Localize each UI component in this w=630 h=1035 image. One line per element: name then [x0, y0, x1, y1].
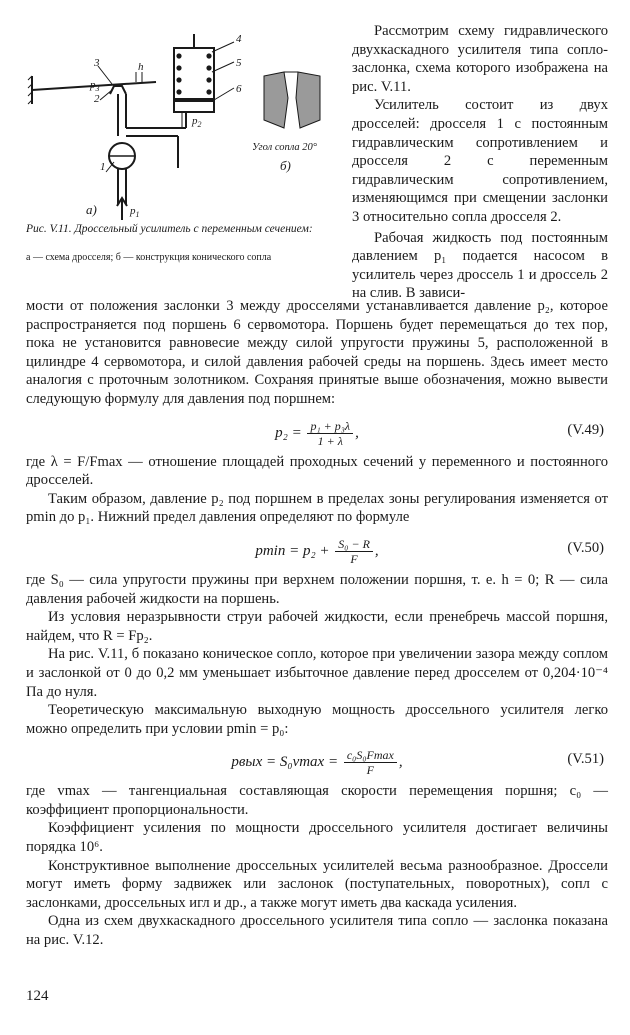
paragraph-intro: Рассмотрим схему гидравлического двухкаскадного усилителя типа сопло-заслонка, схема которого изображена на рис. V.11. — [352, 23, 608, 95]
label-6: 6 — [236, 83, 242, 95]
label-part-a: а) — [86, 202, 97, 217]
conical-nozzle — [264, 72, 320, 128]
label-angle: Угол сопла 20° — [252, 142, 318, 153]
paragraph-spring-force: где S₀ — сила упругости пружины при верхнем положении поршня, т. е. h = 0; R — сила давления рабочей жидкости на поршень. — [26, 571, 608, 607]
paragraph-next-figure: Одна из схем двухкаскадного дроссельного усилителя типа сопло — заслонка показана на рис. V.12. — [26, 913, 608, 949]
formula-v50-lhs: pmin = p₂ + — [255, 542, 330, 559]
label-p1: $p_1$ — [130, 205, 140, 219]
formula-v50-tail: , — [374, 542, 379, 559]
label-p2: $p_2$ — [192, 115, 202, 129]
formula-v49-fraction — [307, 419, 353, 448]
paragraph-working-fluid: Рабочая жидкость под постоянным давлением p₁ подается насосом в усилитель через дроссель 1 и дроссель 2 на слив. В зависи- — [352, 229, 608, 302]
label-p3: $p_3$ — [90, 79, 100, 93]
formula-v50-numerator: S₀ − R — [335, 537, 373, 552]
paragraph-design: Конструктивное выполнение дроссельных усилителей весьма разнообразное. Дроссели могут иметь форму задвижек или заслонок (поступательных, поворотных), сопл с заслонками, дроссельных игл и др., а также могут иметь два каскада усиления. — [26, 857, 608, 911]
nozzle-shape — [110, 86, 126, 94]
label-3: 3 — [94, 57, 100, 69]
paragraph-gain: Коэффициент усиления по мощности дроссельного усилителя достигает величины порядка 10⁶. — [26, 820, 608, 856]
formula-v49-numerator: p₁ + p₃λ — [307, 419, 353, 434]
figure-v11 — [26, 28, 336, 224]
paragraph-working-fluid-cont: мости от положения заслонки 3 между дросселями устанавливается давление p₂, которое распространяется под поршень 6 сервомотора. Поршень будет перемещаться до тех пор, пока не установится равновесие между силой упругости пружины 5, расположенной в цилиндре 4 сервомотора, и силой давления рабочей среды на поршень. Здесь имеет место аналогия с проточным золотником. Сохраняя принятые выше обозначения, можно вывести следующую формулу для давления под поршнем: — [26, 298, 608, 407]
figure-caption-title: Рис. V.11. Дроссельный усилитель с переменным сечением: — [26, 223, 313, 235]
figure-caption-legend: а — схема дросселя; б — конструкция конического сопла — [26, 252, 272, 263]
paragraph-lambda: где λ = F/Fmax — отношение площадей проходных сечений у переменного и постоянного дросселей. — [26, 453, 608, 489]
formula-v51-numerator: c₀S₀Fmax — [344, 748, 397, 763]
label-1: 1 — [100, 161, 106, 173]
paragraph-continuity: Из условия неразрывности струи рабочей жидкости, если пренебречь массой поршня, найдем, что R = Fp₂. — [26, 609, 608, 644]
label-2: 2 — [94, 93, 100, 105]
label-part-b: б) — [280, 158, 291, 173]
label-h: h — [138, 61, 144, 73]
formula-v50-fraction — [335, 537, 373, 566]
formula-v49-number: (V.49) — [567, 421, 604, 438]
right-column-text — [352, 22, 608, 303]
formula-v51-lhs: pвых = S₀vmax = — [231, 754, 339, 771]
formula-v49 — [26, 409, 608, 453]
formula-v50-denominator: F — [350, 551, 358, 566]
paragraph-max-power: Теоретическую максимальную выходную мощность дроссельного усилителя легко можно определить при условии pmin = p₀: — [26, 702, 608, 737]
spring-5 — [176, 53, 211, 94]
formula-v49-tail: , — [355, 424, 359, 441]
formula-v51-tail: , — [398, 754, 403, 771]
paragraph-pressure-range: Таким образом, давление p₂ под поршнем в пределах зоны регулирования изменяется от pmin до p₁. Нижний предел давления определяют по формуле — [26, 490, 608, 526]
body-text — [26, 297, 608, 950]
formula-v49-lhs: p₂ = — [275, 424, 302, 441]
page-number: 124 — [26, 988, 49, 1004]
label-4: 4 — [236, 33, 242, 45]
paragraph-throttles: Усилитель состоит из двух дросселей: дросселя 1 с постоянным гидравлическим сопротивлением и дросселя 2 с переменным гидравлическим сопротивлением, изменяющимся при смещении заслонки 3 относительно сопла дросселя 2. — [352, 97, 608, 225]
formula-v51-denominator: F — [366, 763, 375, 778]
formula-v49-denominator: 1 + λ — [317, 433, 343, 448]
formula-v51-number: (V.51) — [567, 751, 604, 768]
formula-v51-fraction — [344, 748, 397, 777]
paragraph-conical-nozzle: На рис. V.11, б показано коническое сопло, которое при увеличении зазора между соплом и заслонкой от 0 до 0,2 мм уменьшает избыточное давление перед дросселем от 0,204·10⁻⁴ Па до нуля. — [26, 646, 608, 700]
formula-v50-number: (V.50) — [567, 539, 604, 556]
formula-v50 — [26, 527, 608, 571]
paragraph-vmax: где vmax — тангенциальная составляющая скорости перемещения поршня; c₀ — коэффициент пропорциональности. — [26, 783, 608, 818]
figure-v11-drawing — [26, 28, 336, 224]
label-5: 5 — [236, 57, 242, 69]
formula-v51 — [26, 738, 608, 782]
